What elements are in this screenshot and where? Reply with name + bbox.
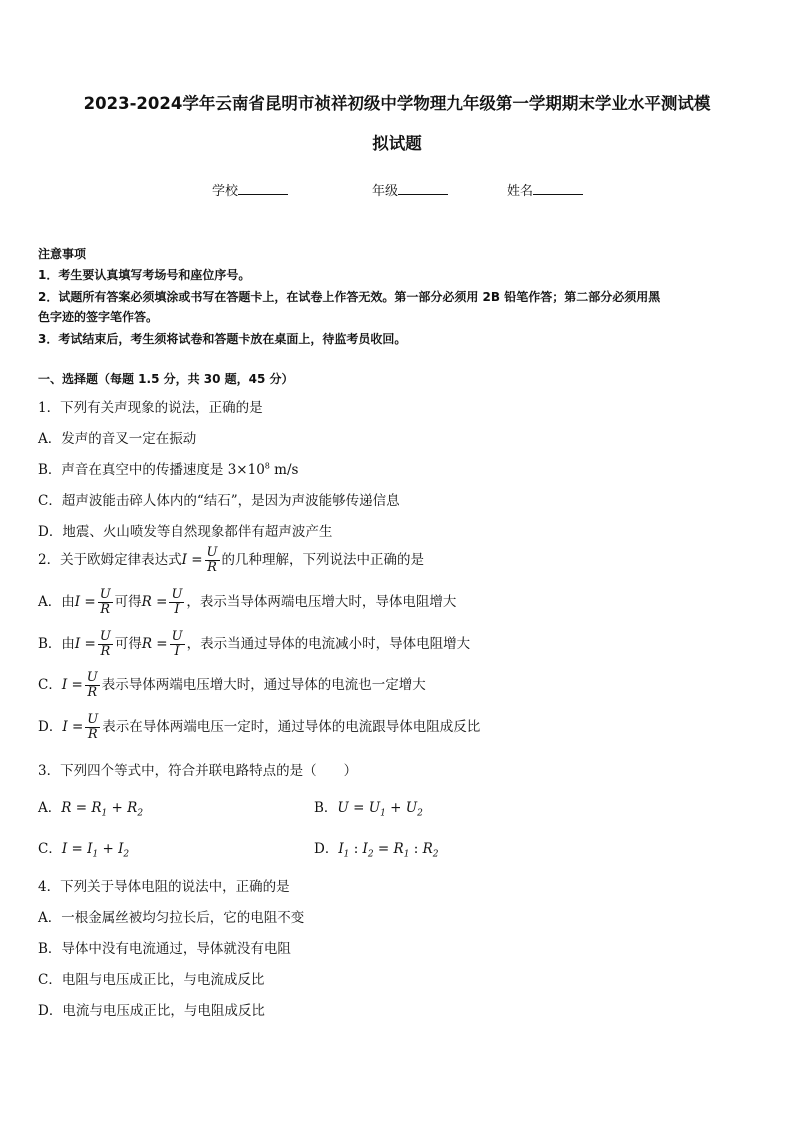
q1-b-unit: m/s <box>269 462 299 478</box>
q2-d-pre: D． <box>38 719 63 735</box>
q4-option-d[interactable]: D．电流与电压成正比，与电阻成反比 <box>38 1003 265 1019</box>
q1-stem: 1．下列有关声现象的说法，正确的是 <box>38 400 263 416</box>
q4-option-b[interactable]: B．导体中没有电流通过，导体就没有电阻 <box>38 941 291 957</box>
q4-stem: 4．下列关于导体电阻的说法中，正确的是 <box>38 879 290 895</box>
grade-blank[interactable] <box>398 182 448 195</box>
page-title-line1: 2023-2024学年云南省昆明市祯祥初级中学物理九年级第一学期期末学业水平测试模 <box>83 94 711 113</box>
q2-stem-pre: 2．关于欧姆定律表达式 <box>38 552 182 568</box>
q2-a-mid: 可得 <box>114 594 142 610</box>
page-title-line2: 拟试题 <box>372 134 422 153</box>
q1-option-c[interactable]: C．超声波能击碎人体内的“结石”，是因为声波能够传递信息 <box>38 493 400 509</box>
q2-a-post: ，表示当导体两端电压增大时，导体电阻增大 <box>186 594 457 610</box>
notice-item-1: 1．考生要认真填写考场号和座位序号。 <box>38 268 251 282</box>
name-field[interactable] <box>507 180 583 199</box>
notice-item-3: 3．考试结束后，考生须将试卷和答题卡放在桌面上，待监考员收回。 <box>38 332 407 346</box>
q1-option-a[interactable]: A．发声的音叉一定在振动 <box>38 431 197 447</box>
notice-item-2-cont: 色字迹的签字笔作答。 <box>38 310 159 324</box>
notice-item-2: 2．试题所有答案必须填涂或书写在答题卡上，在试卷上作答无效。第一部分必须用 2B 铅笔作答；第二部分必须用黑 <box>38 290 661 304</box>
grade-label: 年级 <box>372 184 399 199</box>
q3-option-c[interactable]: C．$I = I_1 + I_2$ <box>38 841 130 860</box>
q1-b-exponent: 8 <box>264 461 270 471</box>
grade-field[interactable] <box>372 180 448 199</box>
q2-b-pre: B．由 <box>38 636 75 652</box>
q2-b-post: ，表示当通过导体的电流减小时，导体电阻增大 <box>186 636 471 652</box>
q2-stem-post: 的几种理解，下列说法中正确的是 <box>221 552 425 568</box>
formula-u-over-r: $\frac{U}{R}$ <box>206 545 218 575</box>
q2-stem: 2．关于欧姆定律表达式I = $\frac{U}{R}$ 的几种理解，下列说法中正确的是 <box>38 545 425 575</box>
q2-a-pre: A．由 <box>38 594 75 610</box>
q3-stem: 3．下列四个等式中，符合并联电路特点的是（ ） <box>38 763 358 779</box>
q3-option-d[interactable]: D．$I_1$ : $I_2 = R_1$ : $R_2$ <box>314 841 439 860</box>
school-field[interactable] <box>212 180 288 199</box>
q3-d-label: D． <box>314 841 339 857</box>
q3-a-label: A． <box>38 800 62 816</box>
q2-option-c[interactable]: C．I = $\frac{U}{R}$ 表示导体两端电压增大时，通过导体的电流也一定增大 <box>38 670 426 700</box>
school-blank[interactable] <box>238 182 288 195</box>
name-label: 姓名 <box>507 184 534 199</box>
q3-c-label: C． <box>38 841 62 857</box>
section-heading: 一、选择题（每题 1.5 分，共 30 题，45 分） <box>38 372 294 386</box>
q2-c-pre: C． <box>38 677 62 693</box>
school-label: 学校 <box>212 184 239 199</box>
q2-option-a[interactable]: A．由I = $\frac{U}{R}$ 可得R = $\frac{U}{I}$ ，表示当导体两端电压增大时，导体电阻增大 <box>38 587 457 617</box>
q2-option-b[interactable]: B．由I = $\frac{U}{R}$ 可得R = $\frac{U}{I}$ ，表示当通过导体的电流减小时，导体电阻增大 <box>38 629 471 659</box>
formula-i-eq: I <box>181 552 187 568</box>
name-blank[interactable] <box>533 182 583 195</box>
q3-option-a[interactable]: A．$R = R_1 + R_2$ <box>38 800 144 819</box>
q3-option-b[interactable]: B．$U = U_1 + U_2$ <box>314 800 423 819</box>
q2-d-post: 表示在导体两端电压一定时，通过导体的电流跟导体电阻成反比 <box>102 719 481 735</box>
q1-option-b[interactable] <box>38 458 298 478</box>
q2-c-post: 表示导体两端电压增大时，通过导体的电流也一定增大 <box>101 677 426 693</box>
q1-b-text: B．声音在真空中的传播速度是 3×10 <box>38 462 265 478</box>
q2-b-mid: 可得 <box>114 636 142 652</box>
q4-option-a[interactable]: A．一根金属丝被均匀拉长后，它的电阻不变 <box>38 910 305 926</box>
notice-heading: 注意事项 <box>38 247 87 261</box>
q4-option-c[interactable]: C．电阻与电压成正比，与电流成反比 <box>38 972 265 988</box>
q2-option-d[interactable]: D．I = $\frac{U}{R}$ 表示在导体两端电压一定时，通过导体的电流跟导体电阻成反比 <box>38 712 481 742</box>
q3-b-label: B． <box>314 800 338 816</box>
q1-option-d[interactable]: D．地震、火山喷发等自然现象都伴有超声波产生 <box>38 524 333 540</box>
